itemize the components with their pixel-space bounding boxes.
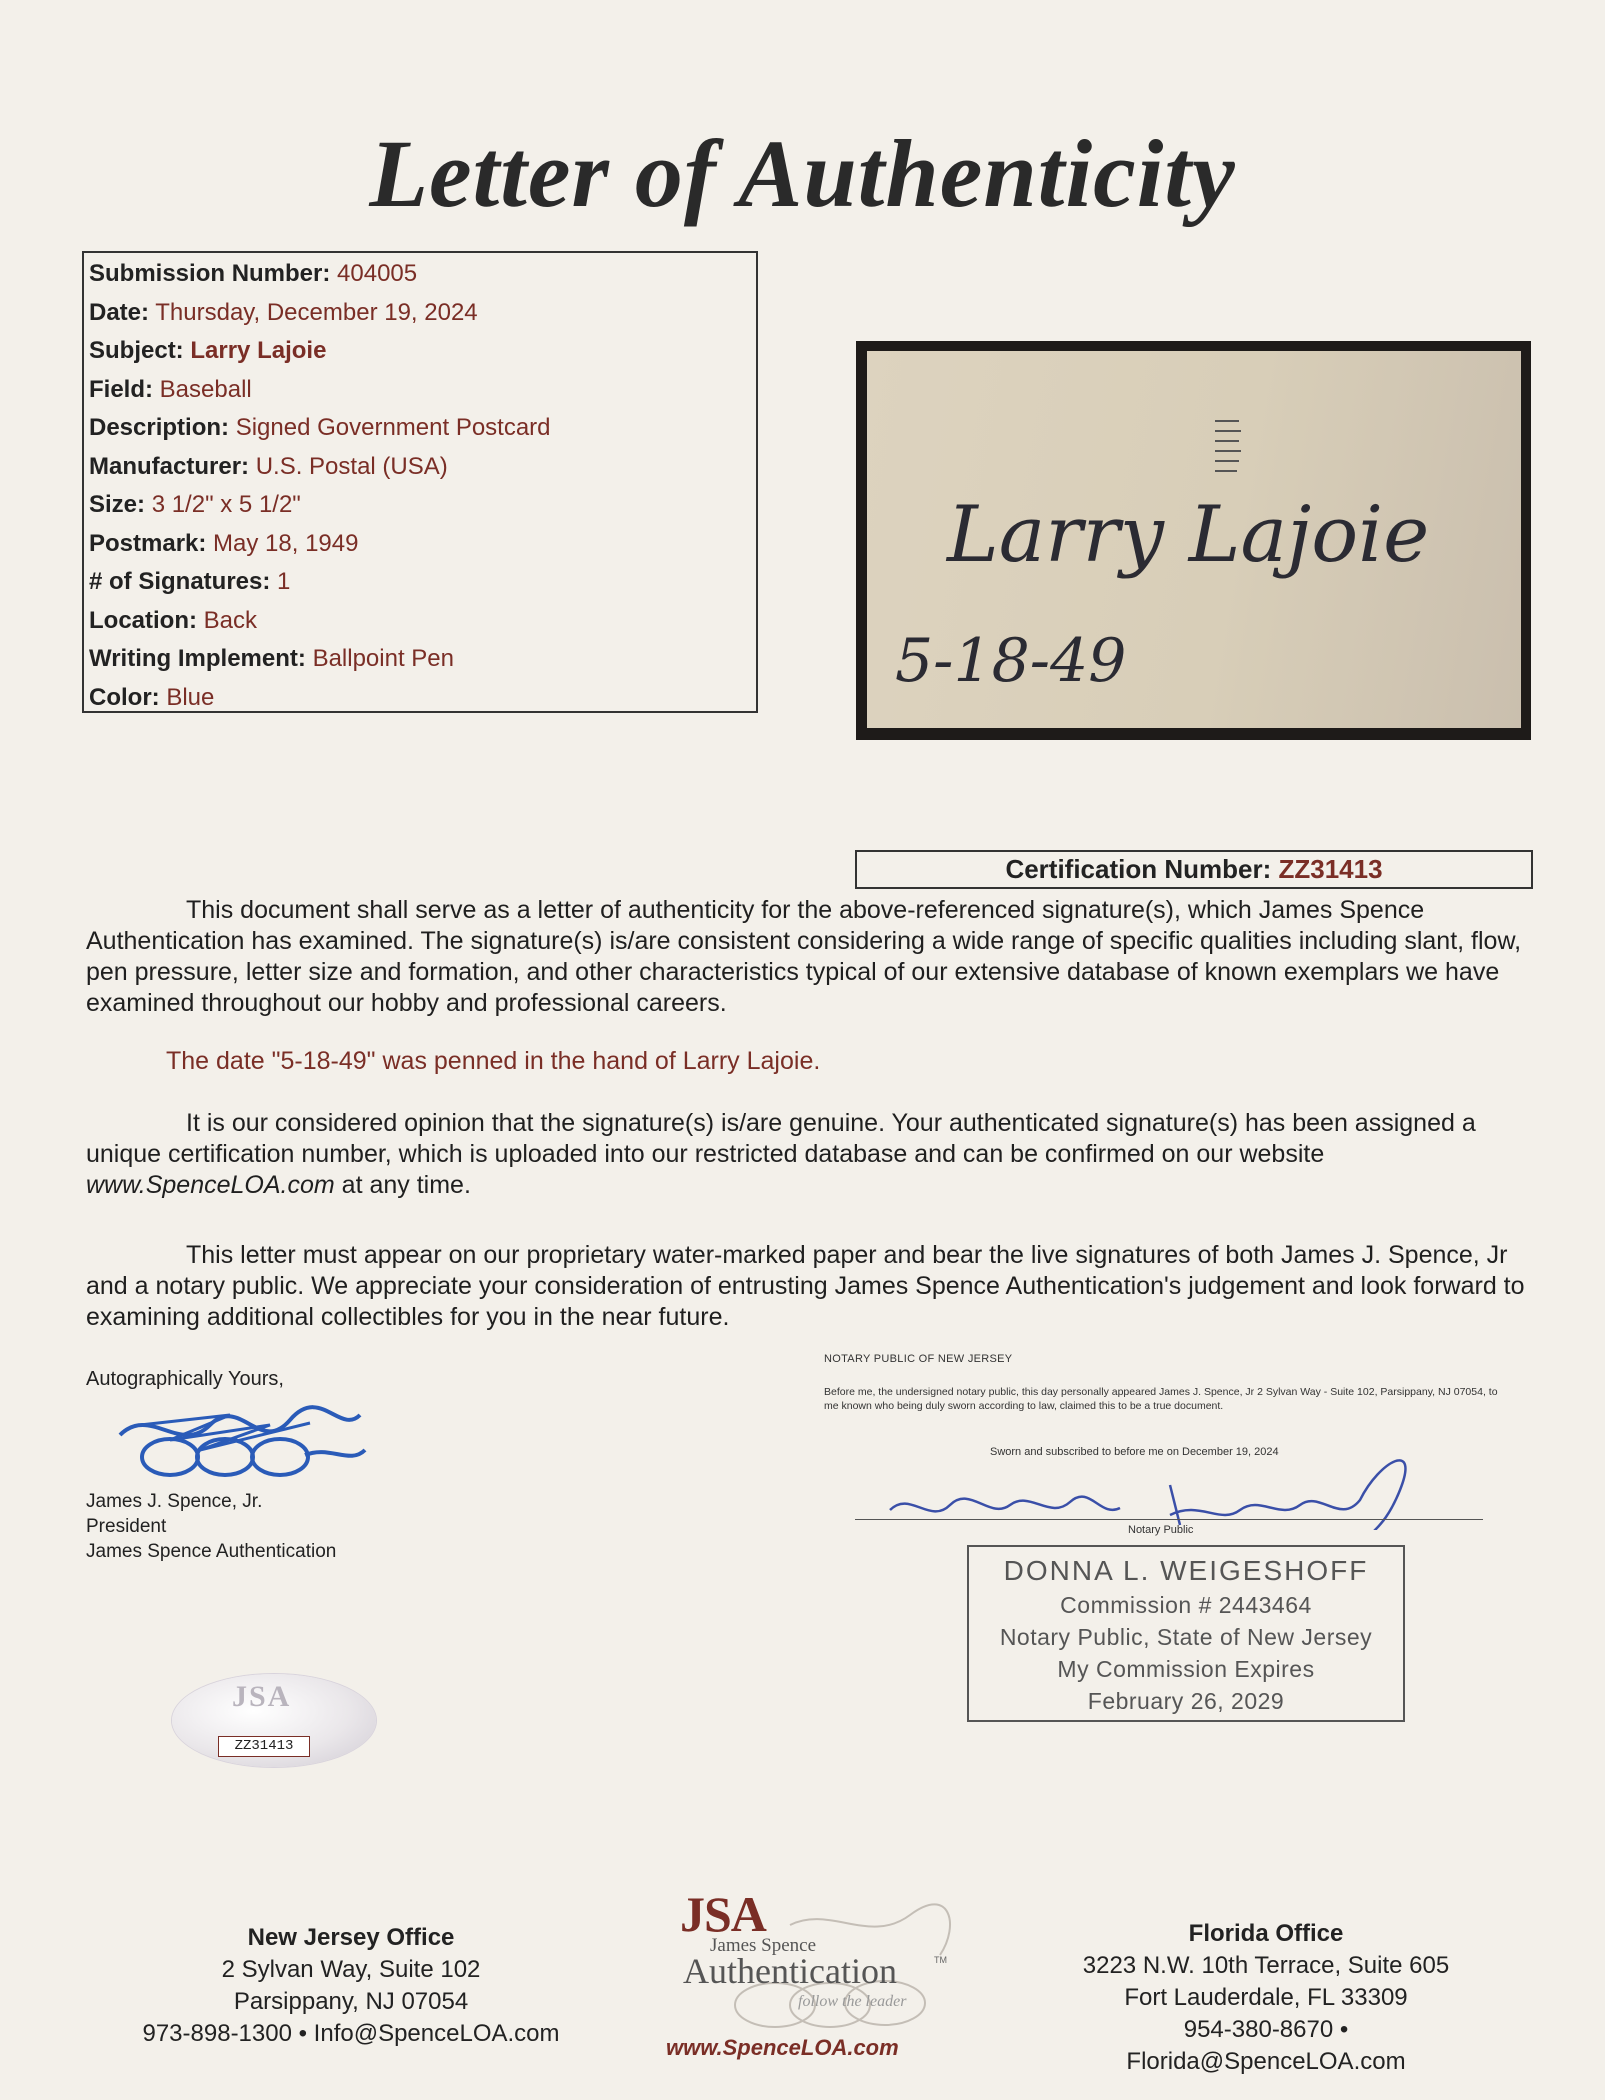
paragraph-opinion [86, 1108, 1526, 1201]
info-label: Size: [89, 491, 146, 518]
notary-signature-line [855, 1519, 1483, 1520]
info-row [89, 525, 751, 564]
notary-stamp [967, 1545, 1405, 1722]
jsa-logo [640, 1885, 970, 2065]
stamp-state: Notary Public, State of New Jersey [999, 1624, 1373, 1650]
info-value: U.S. Postal (USA) [255, 452, 448, 480]
fl-office [1056, 1918, 1476, 2078]
info-label: Writing Implement: [89, 645, 306, 672]
nj-office-line1: 2 Sylvan Way, Suite 102 [221, 1956, 481, 1983]
info-row [89, 679, 751, 718]
certification-label: Certification Number: [1005, 854, 1272, 884]
notary-sworn-line: Sworn and subscribed to before me on December 19, 2024 [990, 1446, 1279, 1458]
logo-authentication: Authentication [683, 1951, 897, 1991]
info-row [89, 371, 751, 410]
info-row [89, 294, 751, 333]
spence-signature-icon [110, 1395, 370, 1485]
certification-number-box [855, 850, 1533, 889]
notary-statement: Before me, the undersigned notary public, this day personally appeared James J. Spence, Jr 2 Sylvan Way - Suite 102, Parsippany, NJ 07054, to me known who being duly sworn according to law, claimed this to be a true document. [824, 1386, 1498, 1412]
logo-trademark: TM [934, 1955, 947, 1965]
closing-text: Autographically Yours, [86, 1368, 284, 1390]
info-row [89, 255, 751, 294]
notary-signature-icon [880, 1430, 1440, 1530]
logo-tagline: follow the leader [798, 1993, 907, 2010]
postcard-drawing [867, 351, 1521, 728]
info-row [89, 602, 751, 641]
info-row [89, 332, 751, 371]
paragraph-authenticity-text: This document shall serve as a letter of authenticity for the above-referenced signature(s), which James Spence Authentication has examined. The signature(s) is/are consistent considering a wide range of specific qualities including slant, flow, pen pressure, letter size and formation, and other characteristics typical of our extensive database of known exemplars we have examined throughout our hobby and professional careers. [86, 896, 1522, 1017]
info-row [89, 448, 751, 487]
info-value: Back [203, 606, 258, 634]
postcard-date: 5-18-49 [895, 626, 1127, 696]
certification-number: ZZ31413 [1278, 854, 1383, 884]
hologram-brand: JSA [232, 1680, 292, 1713]
info-value: 1 [277, 568, 291, 595]
fl-office-contact: 954-380-8670 • Florida@SpenceLOA.com [1126, 2016, 1406, 2075]
info-label: Manufacturer: [89, 452, 250, 480]
info-value: Ballpoint Pen [312, 645, 454, 672]
stamp-expires-date: February 26, 2029 [1087, 1688, 1285, 1714]
nj-office-head: New Jersey Office [247, 1924, 455, 1951]
paragraph-opinion-text: It is our considered opinion that the signature(s) is/are genuine. Your authenticated signature(s) has been assigned a unique certification number, which is uploaded into our restricted database and can be confirmed on our website [86, 1109, 1476, 1168]
info-label: # of Signatures: [89, 568, 271, 595]
info-label: Location: [89, 606, 197, 634]
logo-james-spence: James Spence [710, 1935, 817, 1956]
stamp-name: DONNA L. WEIGESHOFF [1003, 1555, 1369, 1586]
info-label: Submission Number: [89, 260, 331, 287]
info-value: Baseball [159, 375, 252, 403]
fl-office-line2: Fort Lauderdale, FL 33309 [1124, 1984, 1408, 2011]
info-value: Blue [166, 683, 215, 711]
postcard-signature: Larry Lajoie [947, 490, 1430, 580]
page-title: Letter of Authenticity [369, 120, 1236, 227]
website-link[interactable]: www.SpenceLOA.com [86, 1171, 335, 1199]
logo-jsa: JSA [680, 1886, 766, 1942]
signer-name: James J. Spence, Jr. [86, 1491, 263, 1512]
paragraph-watermark-text: This letter must appear on our proprietary water-marked paper and bear the live signatures of both James J. Spence, Jr and a notary public. We appreciate your consideration of entrusting James Spence Authentication's judgement and look forward to examining additional collectibles for you in the near future. [86, 1241, 1525, 1331]
info-label: Color: [89, 683, 160, 711]
stamp-commission: Commission # 2443464 [1060, 1592, 1312, 1618]
logo-website-link[interactable]: www.SpenceLOA.com [666, 2035, 899, 2060]
info-label: Subject: [89, 337, 184, 364]
info-label: Date: [89, 298, 150, 326]
submission-info-box [82, 251, 758, 713]
notary-heading: NOTARY PUBLIC OF NEW JERSEY [824, 1353, 1013, 1365]
info-value: 3 1/2" x 5 1/2" [151, 491, 301, 518]
paragraph-opinion-end: at any time. [334, 1171, 471, 1199]
paragraph-authenticity [86, 895, 1526, 1019]
fl-office-head: Florida Office [1188, 1920, 1344, 1947]
info-row [89, 486, 751, 525]
info-row [89, 563, 751, 602]
info-label: Postmark: [89, 529, 207, 557]
notary-label: Notary Public [1128, 1524, 1194, 1536]
paragraph-watermark [86, 1240, 1526, 1333]
jsa-hologram-sticker [172, 1674, 376, 1767]
nj-office-line2: Parsippany, NJ 07054 [233, 1988, 469, 2015]
info-label: Field: [89, 375, 153, 403]
stamp-expires-label: My Commission Expires [1057, 1656, 1315, 1682]
postcard-image [856, 341, 1531, 740]
nj-office-contact: 973-898-1300 • Info@SpenceLOA.com [142, 2020, 560, 2047]
info-value: May 18, 1949 [213, 529, 359, 557]
fl-office-line1: 3223 N.W. 10th Terrace, Suite 605 [1082, 1952, 1450, 1979]
info-label: Description: [89, 414, 230, 441]
signer-company: James Spence Authentication [86, 1541, 337, 1562]
info-value: Signed Government Postcard [235, 414, 551, 441]
info-row [89, 409, 751, 448]
info-value: 404005 [337, 260, 418, 287]
info-value: Thursday, December 19, 2024 [155, 298, 478, 326]
nj-office [141, 1922, 561, 2050]
hologram-number: ZZ31413 [218, 1736, 310, 1757]
date-note: The date "5-18-49" was penned in the hand of Larry Lajoie. [166, 1047, 821, 1075]
info-value: Larry Lajoie [190, 337, 327, 364]
postmark-lines-icon [1215, 421, 1241, 471]
postcard-surface [867, 351, 1521, 728]
signer-title: President [86, 1516, 167, 1537]
info-row [89, 640, 751, 679]
